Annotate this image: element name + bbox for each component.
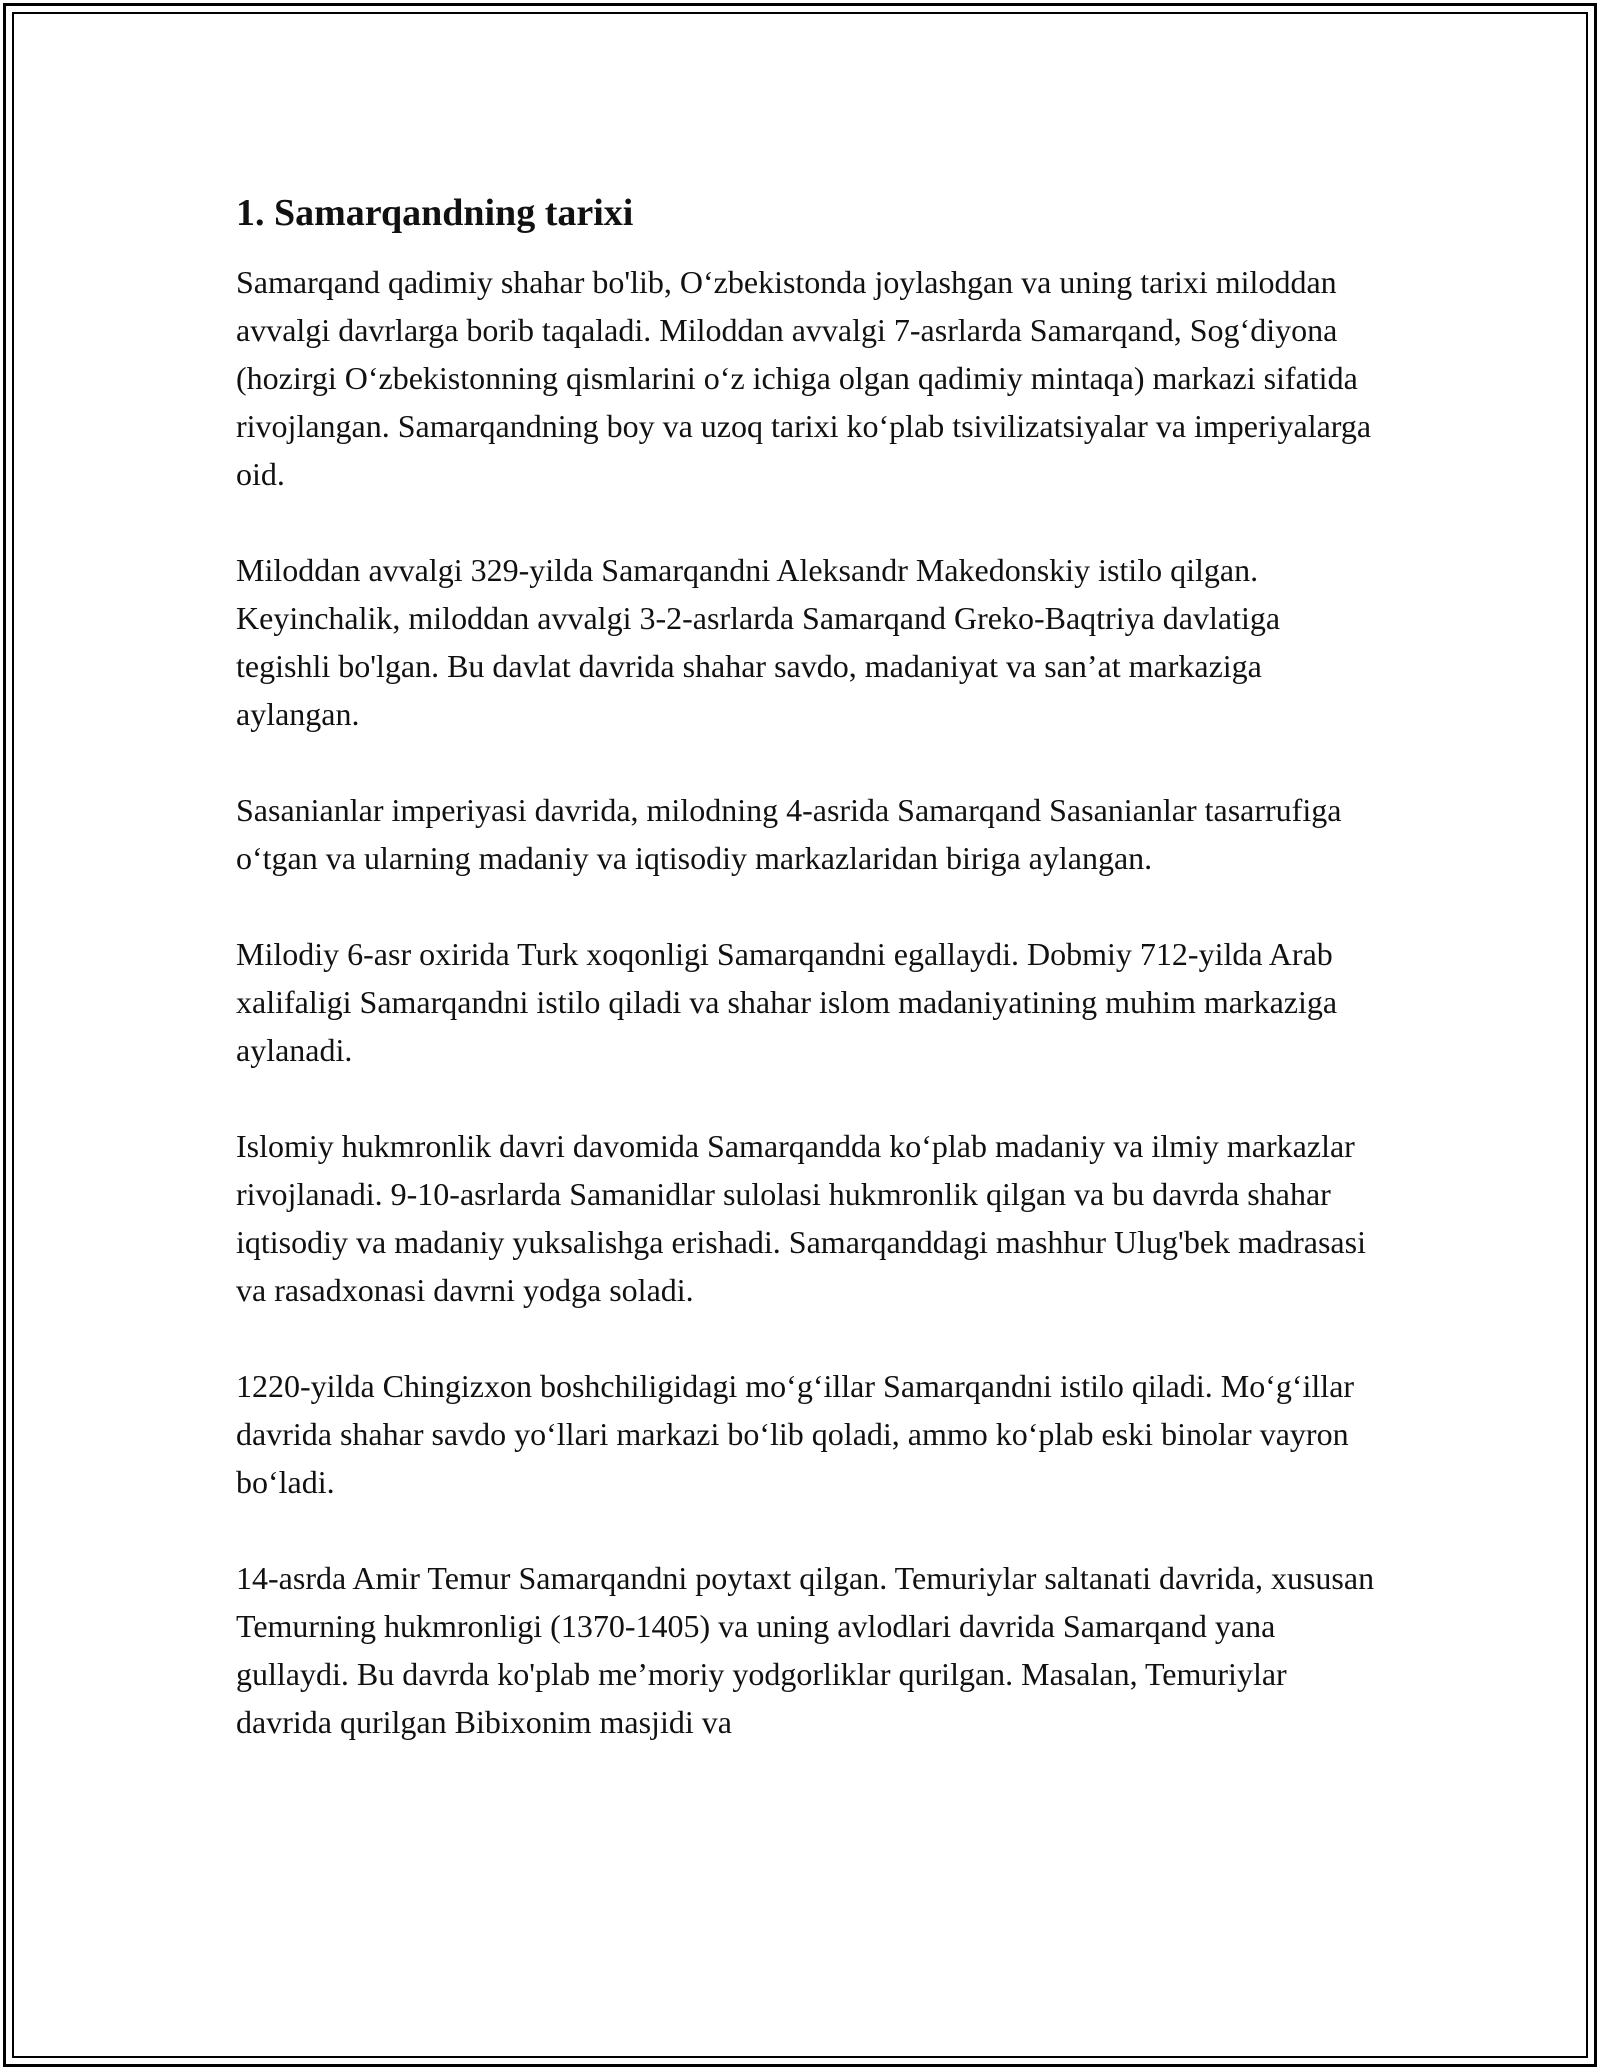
paragraph-6: 1220-yilda Chingizxon boshchiligidagi mo‘g‘illar Samarqandni istilo qiladi. Mo‘g‘illar davrida shahar savdo yo‘llari markazi bo‘lib qoladi, ammo ko‘plab eski binolar vayron bo‘ladi.: [236, 1368, 1355, 1500]
section-heading: 1. Samarqandning tarixi: [236, 192, 634, 234]
paragraph-5: Islomiy hukmronlik davri davomida Samarqandda ko‘plab madaniy va ilmiy markazlar rivojlanadi. 9-10-asrlarda Samanidlar sulolasi hukmronlik qilgan va bu davrda shahar iqtisodiy va madaniy yuksalishga erishadi. Samarqanddagi mashhur Ulug'bek madrasasi va rasadxonasi davrni yodga soladi.: [236, 1128, 1366, 1308]
paragraph-4: Milodiy 6-asr oxirida Turk xoqonligi Samarqandni egallaydi. Dobmiy 712-yilda Arab xalifaligi Samarqandni istilo qiladi va shahar islom madaniyatining muhim markaziga aylanadi.: [236, 936, 1338, 1068]
document-body: [236, 188, 1376, 1746]
paragraph-1: Samarqand qadimiy shahar bo'lib, O‘zbekistonda joylashgan va uning tarixi miloddan avvalgi davrlarga borib taqaladi. Miloddan avvalgi 7-asrlarda Samarqand, Sog‘diyona (hozirgi O‘zbekistonning qismlarini o‘z ichiga olgan qadimiy mintaqa) markazi sifatida rivojlangan. Samarqandning boy va uzoq tarixi ko‘plab tsivilizatsiyalar va imperiyalarga oid.: [236, 264, 1372, 492]
paragraph-3: Sasanianlar imperiyasi davrida, milodning 4-asrida Samarqand Sasanianlar tasarrufiga o‘tgan va ularning madaniy va iqtisodiy markazlaridan biriga aylangan.: [236, 792, 1342, 876]
paragraph-2: Miloddan avvalgi 329-yilda Samarqandni Aleksandr Makedonskiy istilo qilgan. Keyinchalik, miloddan avvalgi 3-2-asrlarda Samarqand Greko-Baqtriya davlatiga tegishli bo'lgan. Bu davlat davrida shahar savdo, madaniyat va san’at markaziga aylangan.: [236, 552, 1281, 732]
paragraph-7: 14-asrda Amir Temur Samarqandni poytaxt qilgan. Temuriylar saltanati davrida, xususan Temurning hukmronligi (1370-1405) va uning avlodlari davrida Samarqand yana gullaydi. Bu davrda ko'plab me’moriy yodgorliklar qurilgan. Masalan, Temuriylar davrida qurilgan Bibixonim masjidi va: [236, 1560, 1375, 1740]
